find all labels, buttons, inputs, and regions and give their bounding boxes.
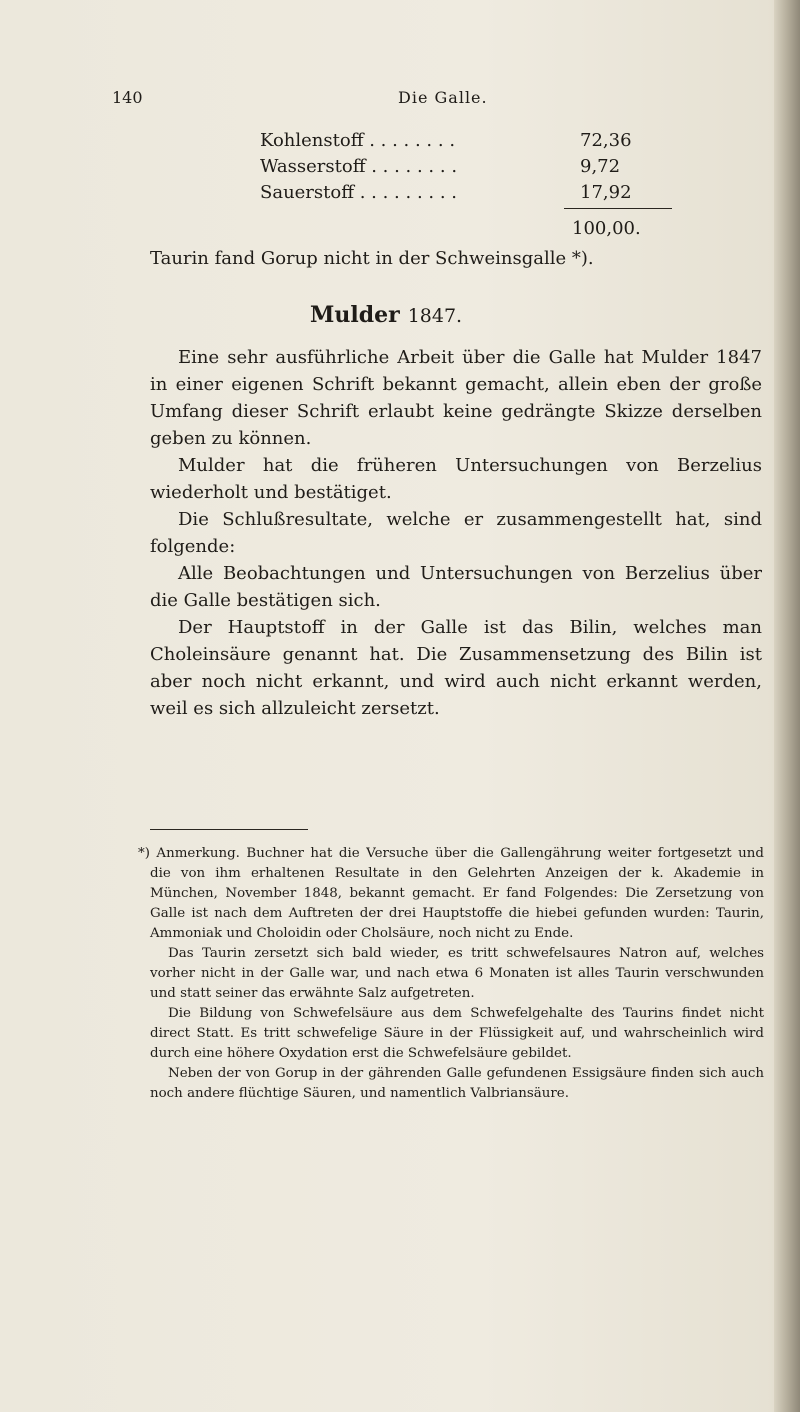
composition-row bbox=[260, 182, 660, 208]
paragraph: Eine sehr ausführliche Arbeit über die Galle hat Mulder 1847 in einer eigenen Schrift bekannt gemacht, allein eben der große Umfang dieser Schrift erlaubt keine gedrängte Skizze derselben geben zu können. bbox=[150, 347, 762, 449]
footnote-rule bbox=[150, 829, 308, 830]
element-value: 72,36 bbox=[580, 130, 632, 151]
section-title: Mulder bbox=[310, 302, 400, 328]
element-name: Kohlenstoff . . . . . . . . bbox=[260, 130, 456, 151]
paragraph: Alle Beobachtungen und Untersuchungen von Berzelius über die Galle bestätigen sich. bbox=[150, 563, 762, 611]
taurin-sentence: Taurin fand Gorup nicht in der Schweinsgalle *). bbox=[150, 248, 594, 269]
paragraph: Mulder hat die früheren Untersuchungen von Berzelius wiederholt und bestätiget. bbox=[150, 455, 762, 503]
composition-total: 100,00. bbox=[572, 218, 641, 239]
running-head: Die Galle. bbox=[398, 88, 488, 107]
footnote-paragraph: Neben der von Gorup in der gährenden Galle gefundenen Essigsäure finden sich auch noch andere flüchtige Säuren, und namentlich Valbriansäure. bbox=[150, 1066, 764, 1101]
page-number: 140 bbox=[112, 88, 143, 107]
element-value: 17,92 bbox=[580, 182, 632, 203]
paragraph: Der Hauptstoff in der Galle ist das Bilin, welches man Choleinsäure genannt hat. Die Zusammensetzung des Bilin ist aber noch nicht erkannt, und wird auch nicht erkannt werden, weil es sich allzuleicht zersetzt. bbox=[150, 617, 762, 719]
element-value: 9,72 bbox=[580, 156, 621, 177]
main-text bbox=[150, 344, 762, 722]
footnote-paragraph: Die Bildung von Schwefelsäure aus dem Schwefelgehalte des Taurins findet nicht direct Statt. Es tritt schwefelige Säure in der Flüssigkeit auf, und wahrscheinlich wird durch eine höhere Oxydation erst die Schwefelsäure gebildet. bbox=[150, 1006, 764, 1061]
composition-row bbox=[260, 130, 660, 156]
paragraph: Die Schlußresultate, welche er zusammengestellt hat, sind folgende: bbox=[150, 509, 762, 557]
footnote bbox=[138, 844, 764, 1104]
composition-row bbox=[260, 156, 660, 182]
footnote-paragraph: Das Taurin zersetzt sich bald wieder, es tritt schwefelsaures Natron auf, welches vorher nicht in der Galle war, und nach etwa 6 Monaten ist alles Taurin verschwunden und statt seiner das erwähnte Salz aufgetreten. bbox=[150, 946, 764, 1001]
section-heading bbox=[310, 302, 462, 328]
element-name: Sauerstoff . . . . . . . . . bbox=[260, 182, 457, 203]
page-edge-shadow bbox=[774, 0, 800, 1412]
section-year: 1847. bbox=[407, 305, 463, 327]
sum-rule bbox=[564, 208, 672, 209]
footnote-paragraph: *) Anmerkung. Buchner hat die Versuche über die Gallengährung weiter fortgesetzt und die von ihm erhaltenen Resultate in den Gelehrten Anzeigen der k. Akademie in München, November 1848, bekannt gemacht. Er fand Folgendes: Die Zersetzung von Galle ist nach dem Auftreten der drei Hauptstoffe die hiebei gefunden wurden: Taurin, Ammoniak und Choloidin oder Cholsäure, noch nicht zu Ende. bbox=[138, 846, 764, 941]
page-header bbox=[112, 88, 772, 112]
element-name: Wasserstoff . . . . . . . . bbox=[260, 156, 458, 177]
composition-table bbox=[260, 130, 660, 239]
